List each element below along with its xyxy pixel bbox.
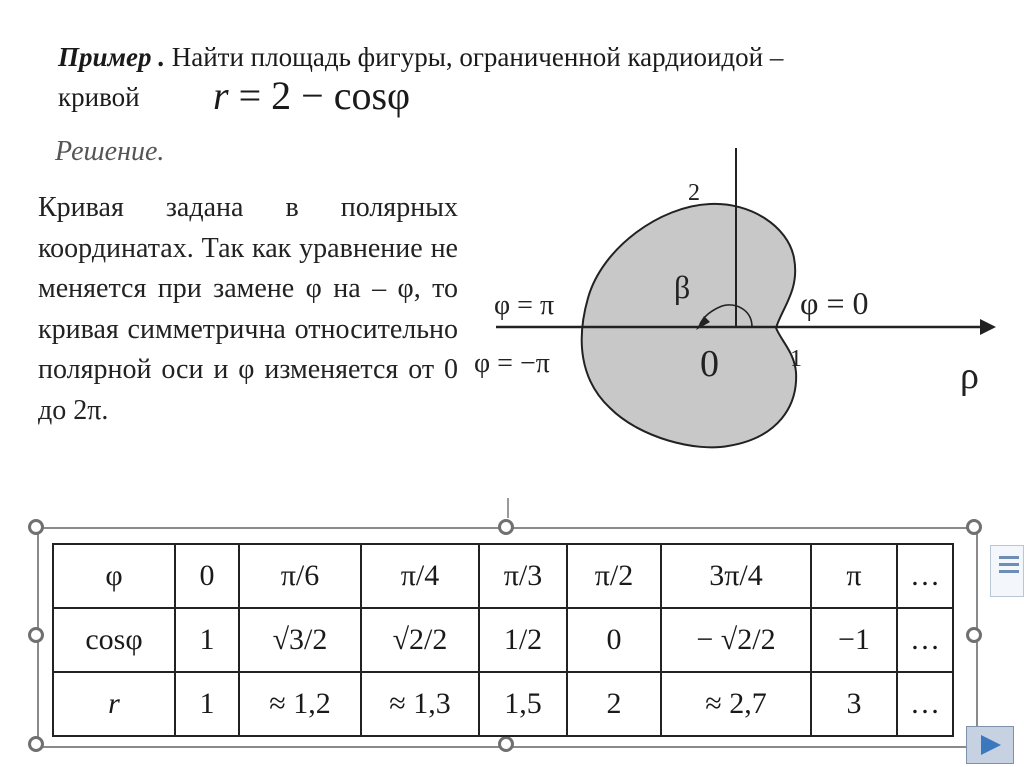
table-cell: − √2/2 [661,608,811,672]
table-cell: π/2 [567,544,661,608]
table-cell: … [897,672,953,736]
label-one: 1 [790,346,802,372]
cardioid-formula [213,72,410,119]
table-cell: 1,5 [479,672,567,736]
values-table[interactable] [52,543,954,737]
table-cell: 3π/4 [661,544,811,608]
table-row-cos [53,608,953,672]
table-cell: 1 [175,672,239,736]
table-cell: π/6 [239,544,361,608]
table-row-r [53,672,953,736]
label-phi-neg-pi: φ = −π [474,348,550,379]
task-heading [58,42,783,73]
cardioid-diagram [460,140,1000,480]
formula-variable: r [213,73,229,118]
label-origin: 0 [700,343,719,385]
table-cell: ≈ 2,7 [661,672,811,736]
table-cell: ≈ 1,2 [239,672,361,736]
task-text: Найти площадь фигуры, ограниченной кардиоидой – [165,42,784,72]
table-cell: −1 [811,608,897,672]
solution-label: Решение. [55,136,165,167]
table-cell: 0 [175,544,239,608]
table-cell: π [811,544,897,608]
label-phi-pi: φ = π [494,290,555,321]
resize-handle-top-middle[interactable] [498,519,514,535]
notes-icon[interactable] [990,545,1024,597]
polar-axis-arrow-icon [980,319,996,335]
next-slide-button[interactable] [966,726,1014,764]
resize-handle-top-left[interactable] [28,519,44,535]
table-cell: √3/2 [239,608,361,672]
resize-handle-bottom-middle[interactable] [498,736,514,752]
resize-handle-bottom-left[interactable] [28,736,44,752]
label-top: 2 [688,180,700,206]
task-heading-line2: кривой [58,82,140,112]
solution-paragraph: Кривая задана в полярных координатах. Так как уравнение не меняется при замене φ на – φ, то кривая симметрична относительно полярной оси и φ изменяется от 0 до 2π. [38,192,458,426]
row-header-cos: cosφ [53,608,175,672]
table-cell: √2/2 [361,608,479,672]
table-cell: … [897,544,953,608]
table-cell: π/4 [361,544,479,608]
play-arrow-icon [981,735,1001,755]
label-rho: ρ [960,355,979,397]
table-cell: 0 [567,608,661,672]
label-beta: β [674,269,691,305]
rotate-handle-stem [507,498,509,518]
row-header-r: r [53,672,175,736]
resize-handle-middle-left[interactable] [28,627,44,643]
table-cell: ≈ 1,3 [361,672,479,736]
formula-expression: = 2 − cosφ [228,73,411,118]
table-cell: 1 [175,608,239,672]
table-cell: π/3 [479,544,567,608]
resize-handle-top-right[interactable] [966,519,982,535]
label-phi-zero: φ = 0 [800,285,869,321]
cardioid-shape [582,204,796,447]
resize-handle-middle-right[interactable] [966,627,982,643]
example-label: Пример . [58,42,165,72]
table-cell: 3 [811,672,897,736]
row-header-phi: φ [53,544,175,608]
table-cell: … [897,608,953,672]
table-cell: 1/2 [479,608,567,672]
table-row-phi [53,544,953,608]
table-cell: 2 [567,672,661,736]
